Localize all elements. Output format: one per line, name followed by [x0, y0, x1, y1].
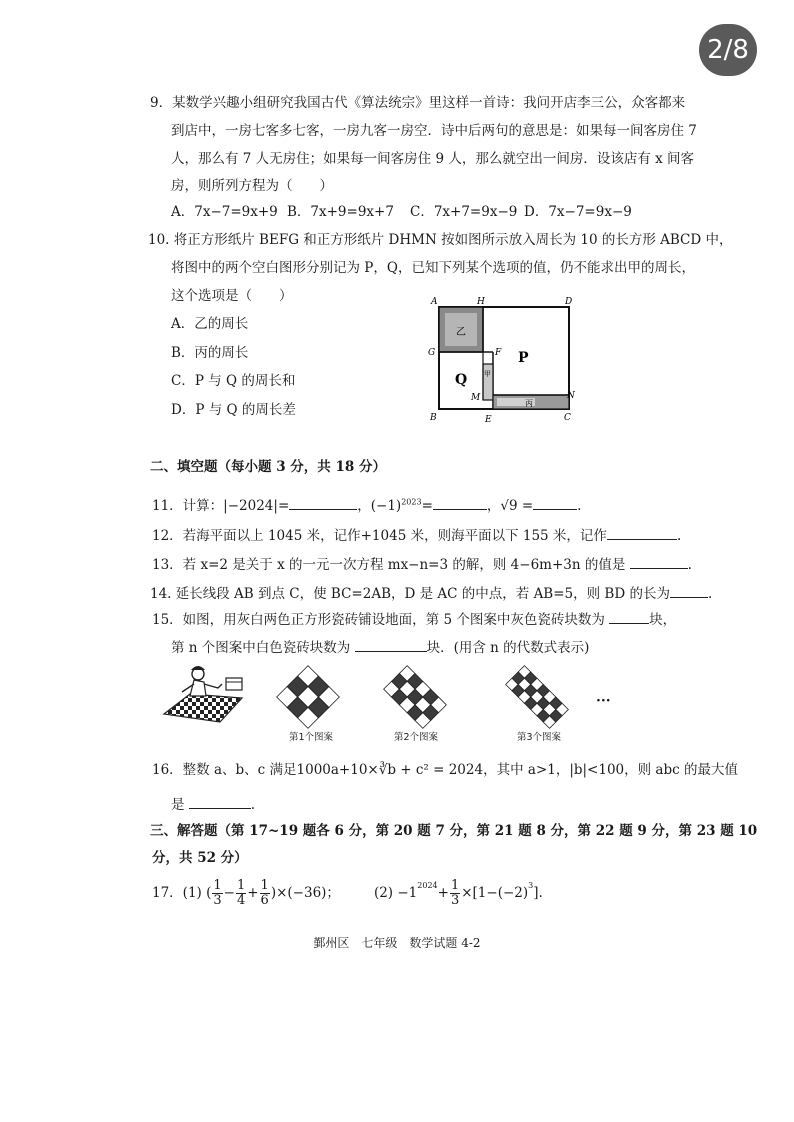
tile-pattern-1 — [275, 664, 341, 730]
q17-f3-den: 6 — [260, 892, 269, 908]
section-3-heading-line-1: 三、解答题（第 17~19 题各 6 分，第 20 题 7 分，第 21 题 8 分，第 22 题 9 分，第 23 题 10 — [150, 823, 758, 839]
fig-label-a: A — [431, 297, 438, 307]
q9-option-a: A．7x−7=9x+9 — [171, 204, 278, 220]
q15-text-1-end: 块， — [649, 612, 677, 628]
fig-label-jia: 甲 — [484, 370, 491, 378]
pattern-3-caption: 第3个图案 — [517, 732, 562, 743]
fig-label-b: B — [430, 413, 437, 423]
q10-option-c: C．P 与 Q 的周长和 — [171, 373, 296, 389]
q9-line-3: 人，那么有 7 人无房住；如果每一间客房住 9 人，那么就空出一间房．设该店有 x 间客 — [171, 151, 695, 167]
q16-text-2: 是 — [171, 797, 185, 813]
tile-pattern-3 — [486, 664, 588, 730]
q11-line — [152, 496, 581, 514]
q11-part-4: ，√9 = — [486, 498, 534, 514]
q17-fraction-1-6 — [260, 879, 270, 907]
q17-part-2-plus: + — [437, 885, 449, 902]
fig-label-h: H — [477, 297, 485, 307]
pattern-1-caption: 第1个图案 — [289, 732, 334, 743]
q10-option-a: A．乙的周长 — [171, 316, 249, 332]
q17-part-2-start: (2) −1 — [373, 885, 418, 902]
q11-part-5: . — [577, 498, 582, 514]
q16-blank[interactable] — [189, 795, 251, 809]
page-footer: 鄞州区 七年级 数学试题 4-2 — [313, 936, 481, 950]
q11-part-3: = — [421, 498, 433, 514]
q10-line-3: 这个选项是（ ） — [171, 288, 293, 304]
q9-option-c: C．7x+7=9x−9 — [410, 204, 518, 220]
fig-label-c: C — [564, 413, 571, 423]
q13-blank[interactable] — [630, 555, 688, 569]
q17-f4-den: 3 — [450, 892, 460, 908]
q15-text-2: 第 n 个图案中白色瓷砖块数为 — [171, 640, 351, 656]
q17-part-1-start: 17．(1) ( — [152, 885, 212, 902]
q11-exponent: 2023 — [401, 497, 422, 507]
pattern-2-caption: 第2个图案 — [394, 732, 439, 743]
q17-minus: − — [223, 885, 235, 902]
q9-line-4: 房，则所列方程为（ ） — [171, 178, 333, 194]
q9-line-2: 到店中，一房七客多七客，一房九客一房空．诗中后两句的意思是：如果每一间客房住 7 — [171, 123, 697, 139]
q17-exp-3: 3 — [528, 881, 534, 890]
section-3-heading-line-2: 分，共 52 分） — [152, 850, 248, 866]
q13-end: . — [687, 557, 692, 573]
q17-line — [152, 879, 543, 907]
q12-blank[interactable] — [607, 526, 677, 540]
q15-blank-2[interactable] — [355, 638, 427, 652]
section-2-heading: 二、填空题（每小题 3 分，共 18 分） — [150, 459, 386, 475]
q12-text: 12．若海平面以上 1045 米，记作+1045 米，则海平面以下 155 米，记作 — [152, 528, 607, 544]
q17-plus: + — [247, 885, 259, 902]
fig-label-e: E — [485, 415, 492, 425]
q15-text-1: 15．如图，用灰白两色正方形瓷砖铺设地面，第 5 个图案中灰色瓷砖块数为 — [152, 612, 605, 628]
q13-line — [152, 555, 692, 573]
q15-line-1 — [152, 610, 676, 628]
q15-blank-1[interactable] — [609, 610, 649, 624]
q10-rectangle-figure — [425, 292, 585, 427]
q12-line — [152, 526, 681, 544]
q17-fraction-1-4 — [236, 879, 246, 907]
q10-line-2: 将图中的两个空白图形分别记为 P，Q，已知下列某个选项的值，仍不能求出甲的周长， — [171, 260, 695, 276]
q16-line-1: 16．整数 a、b、c 满足1000a+10×∛b + c² = 2024，其中 a>1，|b|<100，则 abc 的最大值 — [152, 762, 738, 778]
pattern-ellipsis: ··· — [596, 693, 611, 709]
q10-option-b: B．丙的周长 — [171, 345, 249, 361]
q17-f2-num: 1 — [236, 878, 246, 893]
page-indicator-badge[interactable]: 2/8 — [699, 24, 757, 76]
q15-line-2 — [171, 638, 589, 656]
q17-f1-num: 1 — [213, 878, 222, 893]
q17-f4-num: 1 — [450, 878, 460, 893]
q11-blank-1[interactable] — [289, 496, 357, 510]
q17-f2-den: 4 — [236, 892, 246, 908]
q17-fraction-1-3 — [212, 879, 222, 907]
fig-label-q: Q — [455, 372, 468, 388]
q15-text-2-end: 块．(用含 n 的代数式表示) — [426, 640, 590, 656]
q17-part-1-tail: )×(−36)； — [270, 885, 340, 902]
q17-f3-num: 1 — [260, 878, 269, 893]
q16-line-2 — [171, 795, 255, 813]
q9-line-1: 9．某数学兴趣小组研究我国古代《算法统宗》里这样一首诗：我问开店李三公，众客都来 — [150, 95, 686, 111]
fig-label-g: G — [428, 348, 436, 358]
q12-end: . — [676, 528, 682, 544]
fig-label-d: D — [565, 297, 573, 307]
q10-line-1: 10. 将正方形纸片 BEFG 和正方形纸片 DHMN 按如图所示放入周长为 10 的长方形 ABCD 中， — [148, 232, 733, 248]
q17-exp-2024: 2024 — [417, 881, 438, 890]
q9-option-b: B．7x+9=9x+7 — [287, 204, 394, 220]
fig-label-yi: 乙 — [456, 327, 466, 338]
q13-text: 13．若 x=2 是关于 x 的一元一次方程 mx−n=3 的解，则 4−6m+3n 的值是 — [152, 557, 626, 573]
fig-label-n: N — [567, 391, 575, 401]
q14-line — [150, 584, 712, 602]
q16-end: . — [250, 797, 256, 813]
tile-worker-illustration — [160, 662, 246, 724]
q11-part-2: ，(−1) — [357, 498, 402, 514]
fig-label-m: M — [471, 393, 481, 403]
q14-text: 14. 延长线段 AB 到点 C，使 BC=2AB，D 是 AC 的中点，若 AB=5，则 BD 的长为 — [150, 586, 670, 602]
fig-label-bing: 丙 — [525, 399, 533, 408]
q11-blank-3[interactable] — [533, 496, 577, 510]
fig-label-p: P — [518, 350, 529, 366]
q11-part-1: 11．计算：|−2024|= — [152, 498, 290, 514]
q17-part-2-end: ]. — [533, 885, 543, 902]
q17-part-2-mid: ×[1−(−2) — [461, 885, 529, 902]
q10-option-d: D．P 与 Q 的周长差 — [171, 402, 296, 418]
tile-pattern-2 — [373, 664, 457, 730]
fig-label-f: F — [495, 348, 502, 358]
q14-blank[interactable] — [670, 584, 708, 598]
q9-option-d: D．7x−7=9x−9 — [524, 204, 632, 220]
q11-blank-2[interactable] — [433, 496, 487, 510]
q17-fraction-1-3-b — [450, 879, 460, 907]
q14-end: . — [707, 586, 713, 602]
q17-f1-den: 3 — [213, 892, 222, 908]
